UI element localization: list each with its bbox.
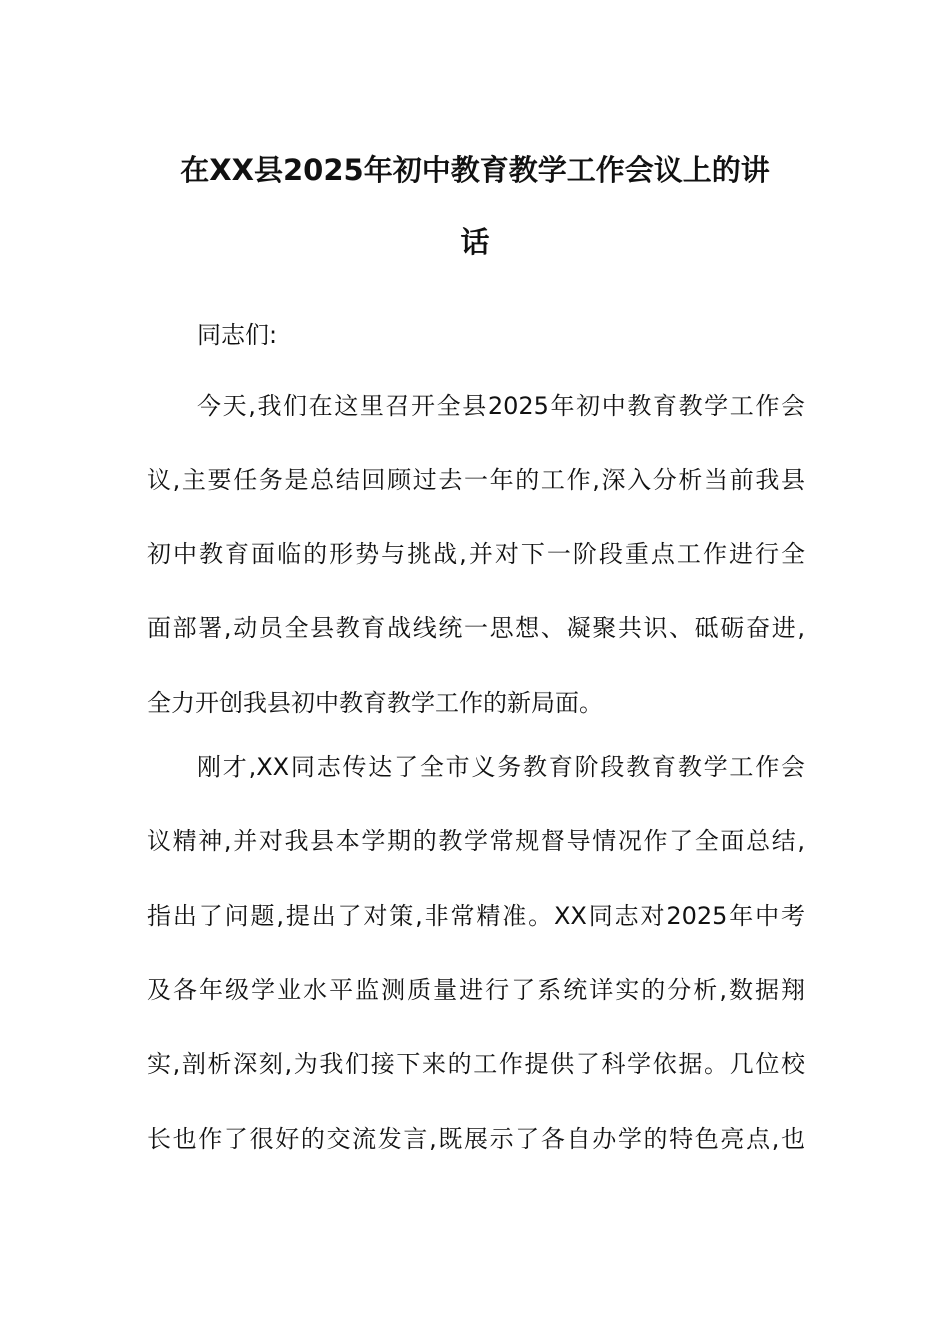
paragraph-line: 议精神,并对我县本学期的教学常规督导情况作了全面总结, (147, 827, 805, 855)
paragraph-line: 长也作了很好的交流发言,既展示了各自办学的特色亮点,也 (147, 1125, 805, 1153)
paragraph-line: 及各年级学业水平监测质量进行了系统详实的分析,数据翔 (147, 976, 805, 1004)
paragraph-line: 今天,我们在这里召开全县2025年初中教育教学工作会 (197, 392, 805, 420)
paragraph-line: 全力开创我县初中教育教学工作的新局面。 (147, 689, 603, 717)
document-title-line-2: 话 (460, 225, 490, 259)
paragraph-line: 指出了问题,提出了对策,非常精准。XX同志对2025年中考 (147, 902, 805, 930)
paragraph-line: 议,主要任务是总结回顾过去一年的工作,深入分析当前我县 (147, 466, 805, 494)
paragraph-line: 面部署,动员全县教育战线统一思想、凝聚共识、砥砺奋进, (147, 614, 805, 642)
paragraph-line: 刚才,XX同志传达了全市义务教育阶段教育教学工作会 (197, 753, 805, 781)
document-title-line-1: 在XX县2025年初中教育教学工作会议上的讲 (180, 153, 770, 187)
salutation: 同志们: (197, 321, 278, 349)
paragraph-line: 实,剖析深刻,为我们接下来的工作提供了科学依据。几位校 (147, 1050, 805, 1078)
paragraph-line: 初中教育面临的形势与挑战,并对下一阶段重点工作进行全 (147, 540, 805, 568)
